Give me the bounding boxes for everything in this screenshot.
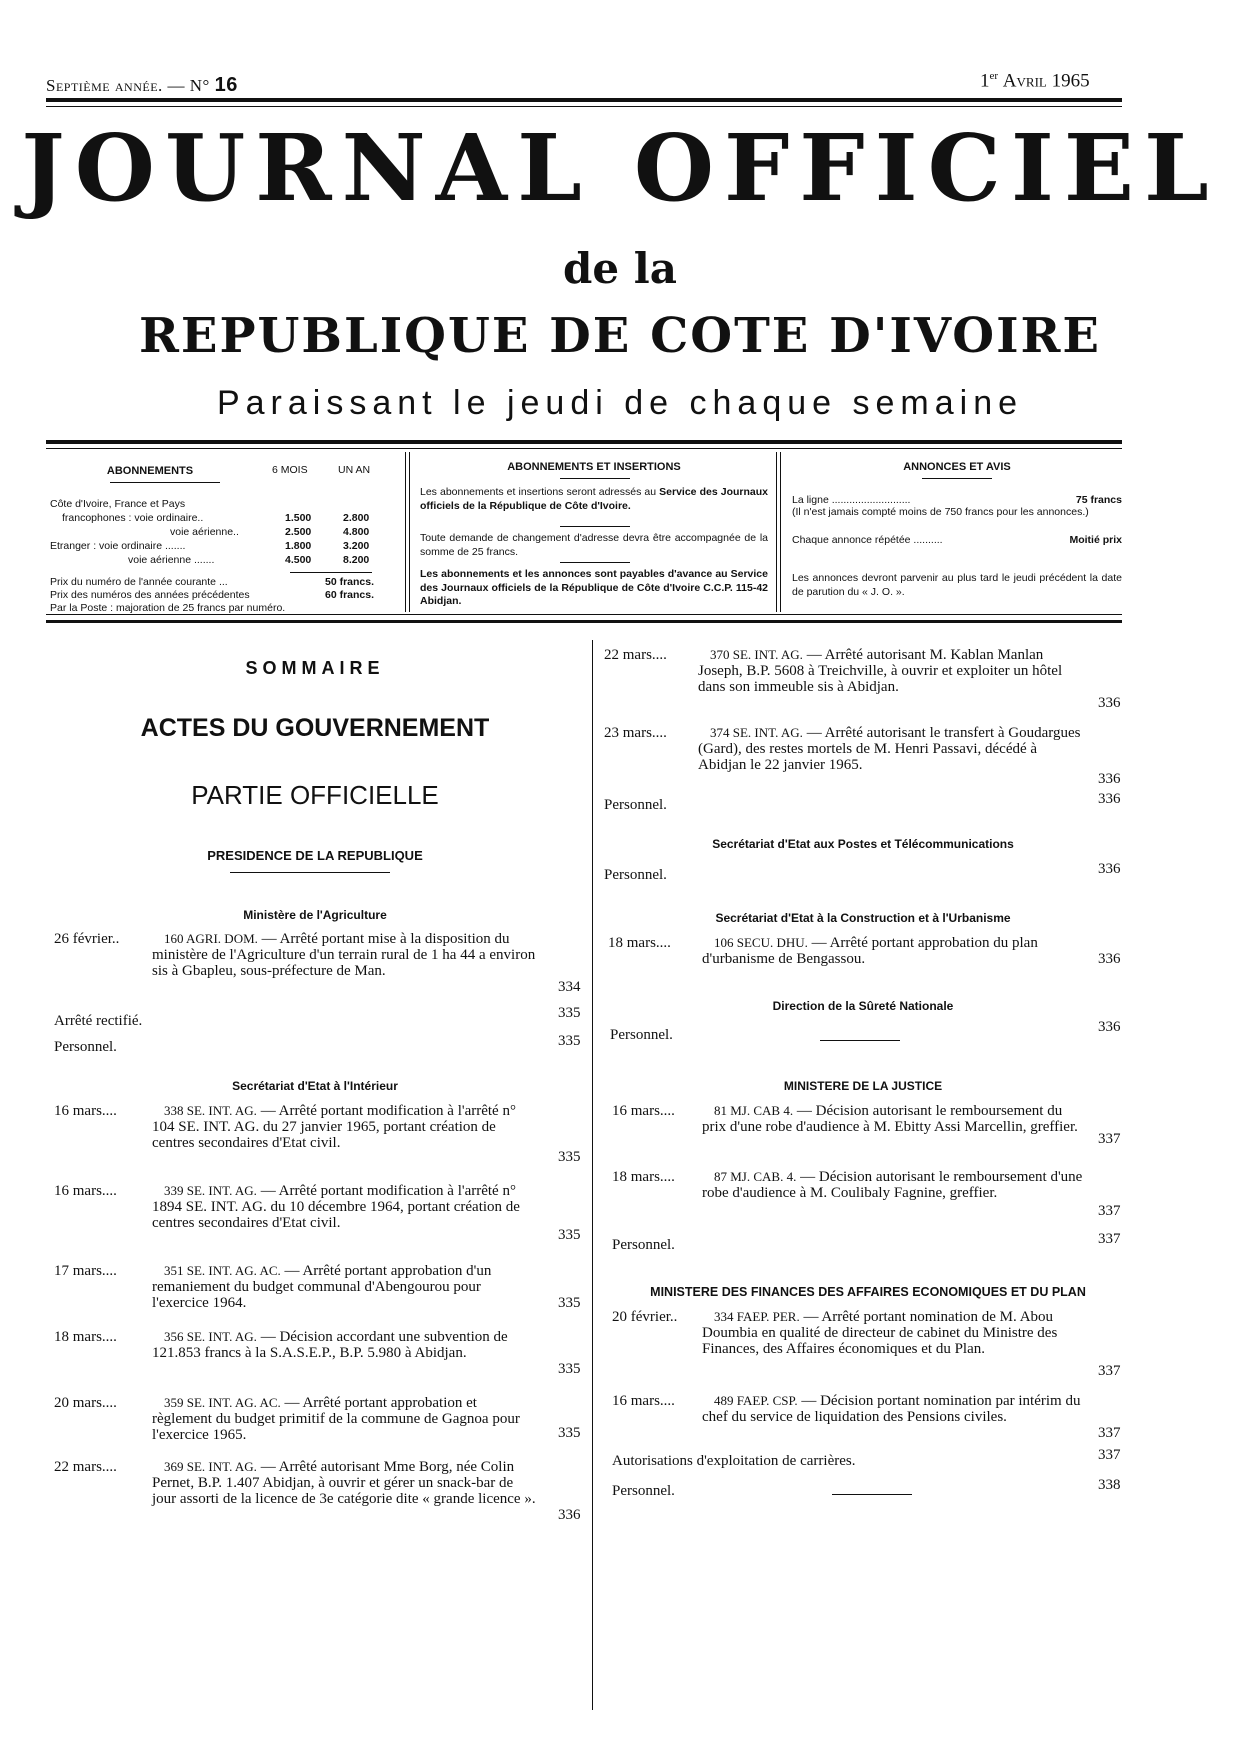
issue-date bbox=[980, 70, 1090, 92]
presidence-title: PRESIDENCE DE LA REPUBLIQUE bbox=[207, 848, 423, 863]
journal-title: JOURNAL OFFICIEL bbox=[21, 114, 1219, 222]
price-row bbox=[50, 589, 390, 603]
toc-entry-page: 337 bbox=[1098, 1363, 1121, 1379]
sub-row-unan: 4.800 bbox=[343, 526, 370, 538]
section-interieur: Secrétariat d'Etat à l'Intérieur bbox=[232, 1079, 398, 1093]
toc-entry[interactable] bbox=[612, 1104, 1124, 1154]
toc-entry-text bbox=[152, 932, 540, 979]
toc-entry-text bbox=[702, 936, 1088, 968]
toc-entry-ref: 106 SECU. DHU. bbox=[714, 935, 808, 950]
toc-entry-ref: 359 SE. INT. AG. AC. bbox=[164, 1395, 281, 1410]
insertions-mid-rule bbox=[560, 526, 630, 527]
toc-entry-ref: 334 FAEP. PER. bbox=[714, 1309, 800, 1324]
announcements-head-rule bbox=[922, 478, 992, 479]
toc-entry-date: 18 mars.... bbox=[54, 1329, 117, 1345]
toc-entry-ref: 370 SE. INT. AG. bbox=[710, 647, 803, 662]
toc-entry-date: 20 février.. bbox=[612, 1309, 678, 1325]
announcements-line-label: La ligne ........................... bbox=[792, 494, 911, 506]
toc-entry-page: 335 bbox=[558, 1361, 581, 1377]
announcements-deadline: Les annonces devront parvenir au plus tard le jeudi précédent la date de parution du « J. O. ». bbox=[792, 572, 1122, 598]
section-construction: Secrétariat d'Etat à la Construction et à l'Urbanisme bbox=[715, 911, 1011, 925]
announcements-repeat-label: Chaque annonce répétée .......... bbox=[792, 534, 943, 546]
presidence-rule bbox=[230, 872, 390, 873]
issue-number: 16 bbox=[214, 74, 238, 96]
toc-personnel-page: 337 bbox=[1098, 1231, 1121, 1247]
toc-entry-desc: — Arrêté portant modification à l'arrêté n° 104 SE. INT. AG. du 27 janvier 1965, portant création de centres secondaires d'Etat civil. bbox=[152, 1103, 516, 1151]
toc-entry-date: 17 mars.... bbox=[54, 1263, 117, 1279]
toc-entry-page: 336 bbox=[1098, 695, 1121, 711]
section-postes: Secrétariat d'Etat aux Postes et Télécommunications bbox=[712, 837, 1014, 851]
toc-entry-desc: — Arrêté autorisant M. Kablan Manlan Joseph, B.P. 5608 à Treichville, à ouvrir et exploiter un hôtel dans son immeuble sis à Abidjan. bbox=[698, 647, 1063, 695]
sub-row-unan: 2.800 bbox=[343, 512, 370, 524]
issue-line bbox=[46, 74, 238, 97]
price-row-label: Par la Poste : majoration de 25 francs par numéro. bbox=[50, 602, 286, 614]
toc-entry-date: 26 février.. bbox=[54, 931, 120, 947]
toc-entry[interactable] bbox=[612, 1310, 1124, 1384]
sub-row-6mois: 1.500 bbox=[285, 512, 312, 524]
box-divider bbox=[409, 452, 410, 612]
toc-carrieres-page: 337 bbox=[1098, 1447, 1121, 1463]
price-row-value: 50 francs. bbox=[325, 576, 375, 588]
sub-row-label: francophones : voie ordinaire.. bbox=[62, 512, 204, 524]
toc-entry-page: 335 bbox=[558, 1149, 581, 1165]
price-row-label: Prix des numéros des années précédentes bbox=[50, 589, 250, 601]
toc-carrieres[interactable]: Autorisations d'exploitation de carrières. bbox=[612, 1453, 856, 1469]
toc-entry-desc: — Décision portant nomination par intérim du chef du service de liquidation des Pensions civiles. bbox=[702, 1393, 1081, 1425]
toc-entry-ref: 338 SE. INT. AG. bbox=[164, 1103, 257, 1118]
toc-rectifie-page: 335 bbox=[558, 1005, 581, 1021]
toc-entry-desc: — Arrêté portant nomination de M. Abou Doumbia en qualité de directeur de cabinet du Ministre des Finances, des Affaires économiques et du Plan. bbox=[702, 1309, 1058, 1357]
subscriptions-mid-rule bbox=[290, 572, 372, 573]
toc-entry-text bbox=[698, 648, 1084, 695]
toc-entry-date: 16 mars.... bbox=[54, 1103, 117, 1119]
toc-entry-ref: 160 AGRI. DOM. bbox=[164, 931, 258, 946]
toc-personnel-page: 336 bbox=[1098, 861, 1121, 877]
sub-row-6mois: 2.500 bbox=[285, 526, 312, 538]
announcements-head: ANNONCES ET AVIS bbox=[903, 461, 1011, 473]
toc-entry-date: 18 mars.... bbox=[612, 1169, 675, 1185]
section-surete: Direction de la Sûreté Nationale bbox=[772, 999, 954, 1013]
sub-row-label: Côte d'Ivoire, France et Pays bbox=[50, 498, 186, 510]
toc-entry-desc: — Arrêté autorisant Mme Borg, née Colin Pernet, B.P. 1.407 Abidjan, à ouvrir et gérer un snack-bar de jour assorti de la licence de 3e catégorie dite « grande licence ». bbox=[152, 1459, 536, 1507]
toc-entry-page: 334 bbox=[558, 979, 581, 995]
toc-entry[interactable] bbox=[54, 1264, 584, 1316]
toc-personnel[interactable]: Personnel. bbox=[54, 1039, 117, 1055]
price-row-label: Prix du numéro de l'année courante ... bbox=[50, 576, 228, 588]
subscriptions-panel bbox=[50, 460, 402, 614]
issue-date-rest: Avril 1965 bbox=[1002, 70, 1090, 92]
toc-entry[interactable] bbox=[604, 726, 1124, 790]
toc-personnel[interactable]: Personnel. bbox=[604, 797, 667, 813]
insertions-p2: Toute demande de changement d'adresse devra être accompagnée de la somme de 25 francs. bbox=[420, 532, 768, 558]
toc-entry[interactable] bbox=[604, 648, 1124, 714]
box-divider bbox=[405, 452, 406, 612]
insertions-panel bbox=[420, 460, 768, 610]
column-divider bbox=[592, 640, 593, 1710]
toc-entry-desc: — Décision accordant une subvention de 121.853 francs à la S.A.S.E.P., B.P. 5.980 à Abidjan. bbox=[152, 1329, 508, 1361]
journal-republic: REPUBLIQUE DE COTE D'IVOIRE bbox=[138, 308, 1102, 364]
toc-entry-date: 22 mars.... bbox=[54, 1459, 117, 1475]
toc-entry-ref: 87 MJ. CAB. 4. bbox=[714, 1169, 797, 1184]
toc-entry-text bbox=[152, 1460, 540, 1507]
toc-personnel-page: 336 bbox=[1098, 791, 1121, 807]
toc-entry-date: 20 mars.... bbox=[54, 1395, 117, 1411]
sub-row-6mois: 4.500 bbox=[285, 554, 312, 566]
toc-entry[interactable] bbox=[54, 1460, 584, 1528]
toc-entry-desc: — Arrêté portant approbation et règlement du budget primitif de la commune de Gagnoa pour l'exercice 1965. bbox=[152, 1395, 520, 1443]
toc-entry-ref: 356 SE. INT. AG. bbox=[164, 1329, 257, 1344]
toc-entry-date: 16 mars.... bbox=[612, 1393, 675, 1409]
subscriptions-head: ABONNEMENTS bbox=[106, 465, 194, 477]
toc-entry-page: 335 bbox=[558, 1227, 581, 1243]
announcements-line-price: 75 francs bbox=[1075, 494, 1122, 506]
toc-entry-desc: — Arrêté portant mise à la disposition du ministère de l'Agriculture d'un terrain rural de 1 ha 44 a environ sis à Gbapleu, sous-préfecture de Man. bbox=[152, 931, 536, 979]
toc-entry-desc: — Arrêté portant approbation du plan d'urbanisme de Bengassou. bbox=[702, 935, 1038, 967]
insertions-p3: Les abonnements et les annonces sont payables d'avance au Service des Journaux officiels de la République de Côte d'Ivoire C.C.P. 115-42 Abidjan. bbox=[420, 568, 768, 608]
toc-entry[interactable] bbox=[54, 1330, 584, 1382]
toc-personnel[interactable]: Personnel. bbox=[612, 1237, 675, 1253]
toc-entry-page: 336 bbox=[558, 1507, 581, 1523]
announcements-panel bbox=[792, 460, 1122, 610]
price-row bbox=[50, 576, 390, 590]
toc-entry-text bbox=[702, 1394, 1088, 1426]
toc-entry[interactable] bbox=[54, 1184, 584, 1248]
toc-entry-page: 337 bbox=[1098, 1425, 1121, 1441]
sub-row-6mois: 1.800 bbox=[285, 540, 312, 552]
insertions-head-rule bbox=[560, 478, 630, 479]
actes-title: ACTES DU GOUVERNEMENT bbox=[140, 714, 490, 742]
toc-rectifie[interactable]: Arrêté rectifié. bbox=[54, 1013, 143, 1029]
toc-entry-text bbox=[702, 1310, 1088, 1357]
insertions-head: ABONNEMENTS ET INSERTIONS bbox=[507, 461, 681, 473]
toc-entry-text bbox=[152, 1264, 540, 1311]
subscriptions-col2: UN AN bbox=[338, 464, 371, 476]
box-bottom-rule-thick bbox=[46, 620, 1122, 623]
toc-personnel[interactable]: Personnel. bbox=[604, 867, 667, 883]
toc-entry[interactable] bbox=[608, 936, 1124, 976]
toc-entry[interactable] bbox=[54, 932, 584, 1016]
toc-personnel-page: 338 bbox=[1098, 1477, 1121, 1493]
sub-row-label: voie aérienne.. bbox=[170, 526, 239, 538]
insertions-p1 bbox=[420, 486, 768, 513]
section-finances: MINISTERE DES FINANCES DES AFFAIRES ECONOMIQUES ET DU PLAN bbox=[650, 1285, 1086, 1299]
toc-entry-date: 16 mars.... bbox=[612, 1103, 675, 1119]
journal-subtitle-de-la: de la bbox=[563, 244, 677, 293]
announcements-repeat-price: Moitié prix bbox=[1069, 534, 1122, 546]
header-rule-thin bbox=[46, 106, 1122, 107]
toc-entry-desc: — Arrêté portant approbation d'un remaniement du budget communal d'Abengourou pour l'exercice 1964. bbox=[152, 1263, 492, 1311]
issue-date-sup: er bbox=[989, 70, 999, 82]
toc-entry-desc: — Arrêté portant modification à l'arrêté n° 1894 SE. INT. AG. du 10 décembre 1964, portant création de centres secondaires d'Etat civil. bbox=[152, 1183, 520, 1231]
toc-entry-desc: — Décision autorisant le remboursement du prix d'une robe d'audience à M. Ebitty Assi Marcellin, greffier. bbox=[702, 1103, 1078, 1135]
subscriptions-col1: 6 MOIS bbox=[272, 464, 308, 476]
sub-row-label: Etranger : voie ordinaire ....... bbox=[50, 540, 186, 552]
toc-entry-date: 16 mars.... bbox=[54, 1183, 117, 1199]
toc-personnel-page: 335 bbox=[558, 1033, 581, 1049]
price-row-value: 60 francs. bbox=[325, 589, 375, 601]
toc-personnel[interactable]: Personnel. bbox=[610, 1027, 673, 1043]
closing-rule bbox=[832, 1494, 912, 1495]
insertions-p1a: Les abonnements et insertions seront adressés au bbox=[420, 486, 657, 498]
toc-entry-ref: 351 SE. INT. AG. AC. bbox=[164, 1263, 281, 1278]
toc-entry-page: 337 bbox=[1098, 1131, 1121, 1147]
toc-entry[interactable] bbox=[54, 1104, 584, 1168]
issue-date-day: 1 bbox=[980, 70, 990, 92]
insertions-mid-rule-2 bbox=[560, 562, 630, 563]
sommaire-title: SOMMAIRE bbox=[245, 658, 385, 678]
toc-entry-text bbox=[152, 1396, 540, 1443]
partie-title: PARTIE OFFICIELLE bbox=[191, 780, 439, 810]
year-issue: Septième année. — N° bbox=[46, 76, 210, 95]
box-divider bbox=[776, 452, 777, 612]
masthead-rule-thin bbox=[46, 448, 1122, 449]
sub-row-label: voie aérienne ....... bbox=[128, 554, 215, 566]
toc-entry-ref: 339 SE. INT. AG. bbox=[164, 1183, 257, 1198]
toc-entry-desc: — Décision autorisant le remboursement d'une robe d'audience à M. Coulibaly Fagnine, greffier. bbox=[702, 1169, 1083, 1201]
subscriptions-head-rule bbox=[110, 482, 220, 483]
sub-row-unan: 3.200 bbox=[343, 540, 370, 552]
toc-entry-page: 337 bbox=[1098, 1203, 1121, 1219]
announcements-line-note: (Il n'est jamais compté moins de 750 francs pour les annonces.) bbox=[792, 506, 1089, 518]
toc-entry-text bbox=[702, 1104, 1088, 1136]
sub-row-unan: 8.200 bbox=[343, 554, 370, 566]
surete-rule bbox=[820, 1040, 900, 1041]
toc-entry[interactable] bbox=[612, 1394, 1124, 1446]
toc-entry-page: 335 bbox=[558, 1295, 581, 1311]
box-bottom-rule-thin bbox=[46, 614, 1122, 615]
toc-entry-ref: 81 MJ. CAB 4. bbox=[714, 1103, 794, 1118]
toc-entry-text bbox=[702, 1170, 1088, 1202]
toc-entry-desc: — Arrêté autorisant le transfert à Goudargues (Gard), des restes mortels de M. Henri Passavi, décédé à Abidjan le 22 janvier 1965. bbox=[698, 725, 1081, 773]
toc-entry-ref: 489 FAEP. CSP. bbox=[714, 1393, 798, 1408]
insertions-p1b: Service des Journaux officiels de la République de Côte d'Ivoire. bbox=[420, 486, 768, 512]
toc-entry-ref: 374 SE. INT. AG. bbox=[710, 725, 803, 740]
toc-entry-date: 22 mars.... bbox=[604, 647, 667, 663]
announcements-repeat bbox=[792, 534, 1122, 548]
toc-entry-text bbox=[152, 1104, 540, 1151]
toc-entry-date: 18 mars.... bbox=[608, 935, 671, 951]
toc-entry-date: 23 mars.... bbox=[604, 725, 667, 741]
toc-entry-text bbox=[698, 726, 1084, 773]
toc-personnel-page: 336 bbox=[1098, 1019, 1121, 1035]
toc-entry-ref: 369 SE. INT. AG. bbox=[164, 1459, 257, 1474]
section-agriculture: Ministère de l'Agriculture bbox=[243, 908, 387, 922]
journal-tagline: Paraissant le jeudi de chaque semaine bbox=[216, 384, 1024, 422]
toc-entry-text bbox=[152, 1184, 540, 1231]
box-divider bbox=[780, 452, 781, 612]
section-justice: MINISTERE DE LA JUSTICE bbox=[783, 1079, 943, 1093]
toc-entry[interactable] bbox=[54, 1396, 584, 1448]
masthead-rule-thick bbox=[46, 440, 1122, 444]
toc-entry[interactable] bbox=[612, 1170, 1124, 1220]
header-rule-thick bbox=[46, 98, 1122, 102]
toc-entry-text bbox=[152, 1330, 540, 1362]
toc-personnel[interactable]: Personnel. bbox=[612, 1483, 675, 1499]
toc-entry-page: 336 bbox=[1098, 951, 1121, 967]
toc-entry-page: 335 bbox=[558, 1425, 581, 1441]
toc-entry-page: 336 bbox=[1098, 771, 1121, 787]
